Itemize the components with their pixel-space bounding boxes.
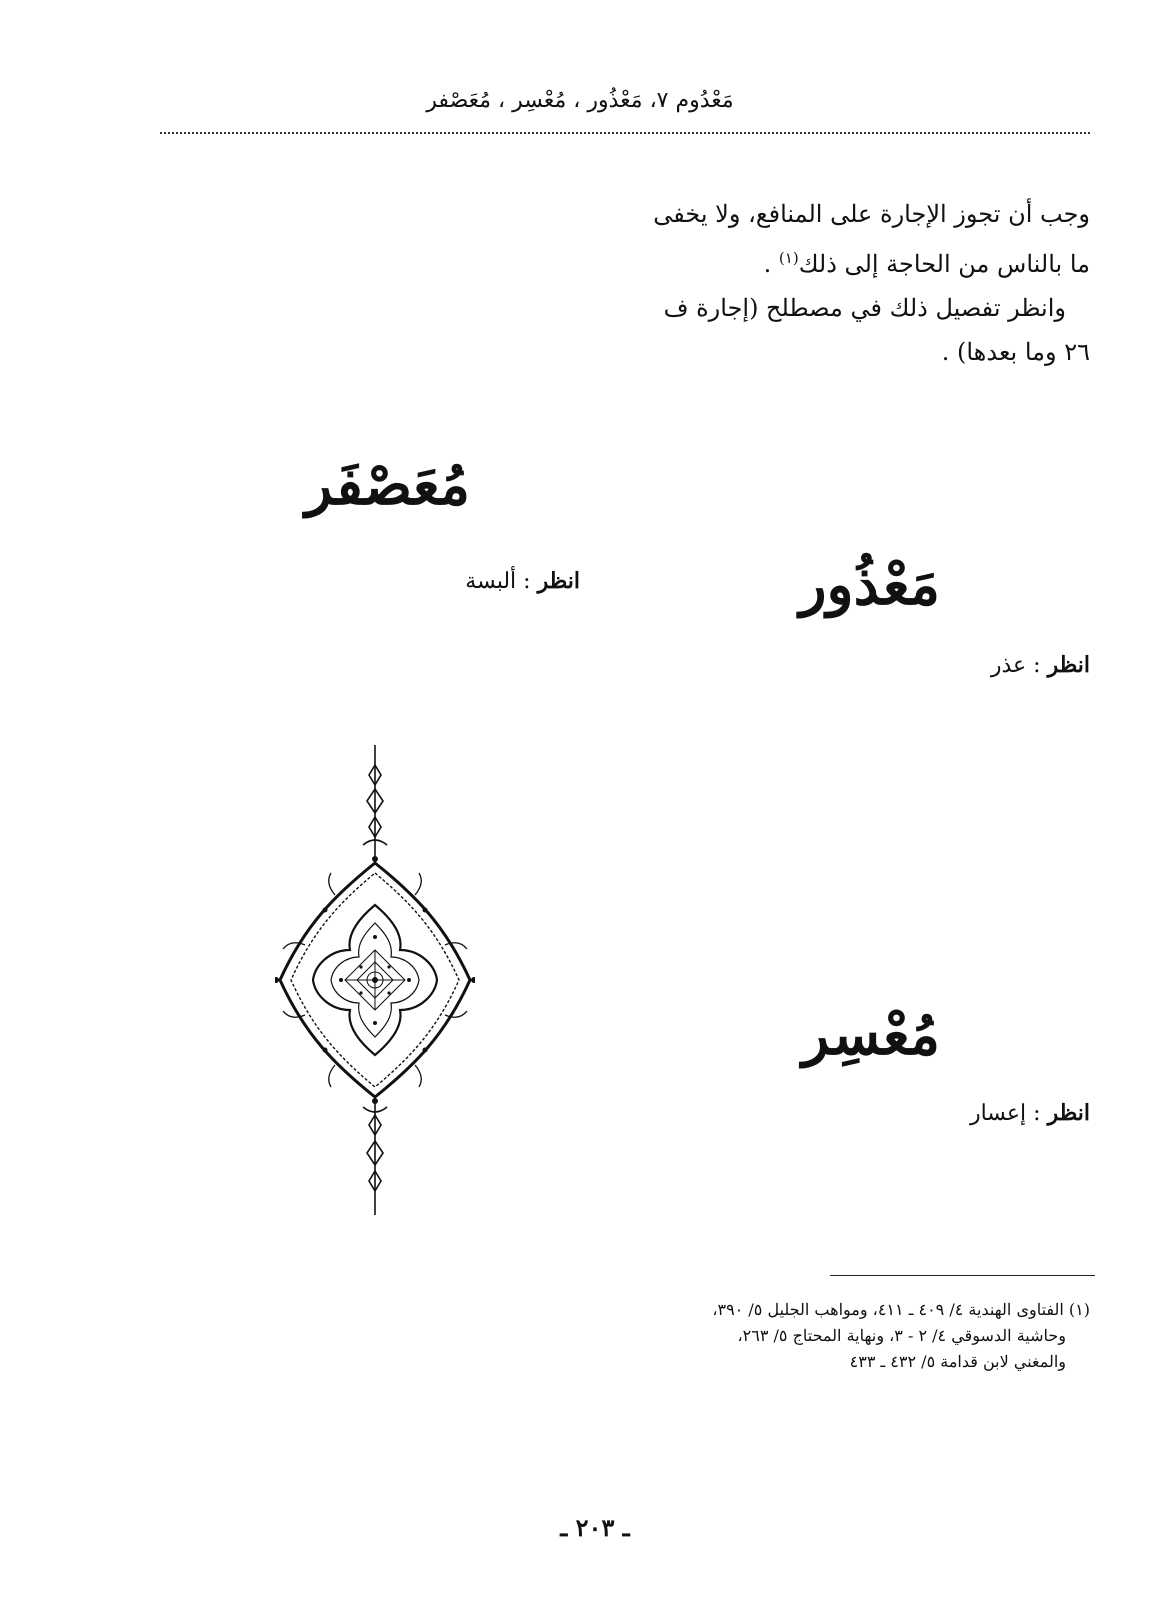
body-line-3: وانظر تفصيل ذلك في مصطلح (إجارة ف (663, 294, 1066, 322)
headword-muasfar: مُعَصْفَر (305, 452, 470, 518)
headword-musir: مُعْسِر (802, 1002, 940, 1068)
see-target: عذر (990, 653, 1027, 678)
footnote-line-1: (١) الفتاوى الهندية ٤/ ٤٠٩ ـ ٤١١، ومواهب الجليل ٥/ ٣٩٠، (712, 1300, 1090, 1319)
body-paragraph (610, 192, 1090, 374)
see-reference-muasfar (420, 566, 580, 597)
footnote-line-2: وحاشية الدسوقي ٤/ ٢ - ٣، ونهاية المحتاج ٥/ ٢٦٣، (737, 1326, 1066, 1345)
see-label: انظر (537, 568, 580, 594)
see-separator: : (1026, 653, 1048, 678)
body-line-2-text: ما بالناس من الحاجة إلى ذلك (798, 250, 1090, 278)
see-reference-mathur (880, 650, 1090, 681)
footnote-line-3: والمغني لابن قدامة ٥/ ٤٣٢ ـ ٤٣٣ (849, 1352, 1066, 1371)
see-separator: : (1026, 1101, 1048, 1126)
footnote-separator-rule (830, 1275, 1095, 1276)
arabesque-ornament-icon (275, 745, 475, 1215)
footnote-marker: (١) (778, 249, 799, 267)
body-line-4: ٢٦ وما بعدها) . (941, 338, 1090, 366)
body-line-2 (610, 236, 1090, 286)
running-header: مَعْدُوم ٧، مَعْذُور ، مُعْسِر ، مُعَصْفر (426, 88, 734, 113)
see-target: إعسار (969, 1101, 1027, 1126)
see-target: ألبسة (465, 569, 517, 594)
body-line-1: وجب أن تجوز الإجارة على المنافع، ولا يخفى (653, 200, 1090, 228)
headword-mathur: مَعْذُور (799, 552, 940, 618)
see-label: انظر (1047, 1100, 1090, 1126)
see-separator: : (516, 569, 538, 594)
header-dotted-rule (160, 132, 1090, 134)
see-reference-musir (880, 1098, 1090, 1129)
footnotes (620, 1297, 1090, 1375)
see-label: انظر (1047, 652, 1090, 678)
body-line-2-end: . (763, 250, 779, 278)
page-number: ـ ٢٠٣ ـ (560, 1513, 630, 1542)
